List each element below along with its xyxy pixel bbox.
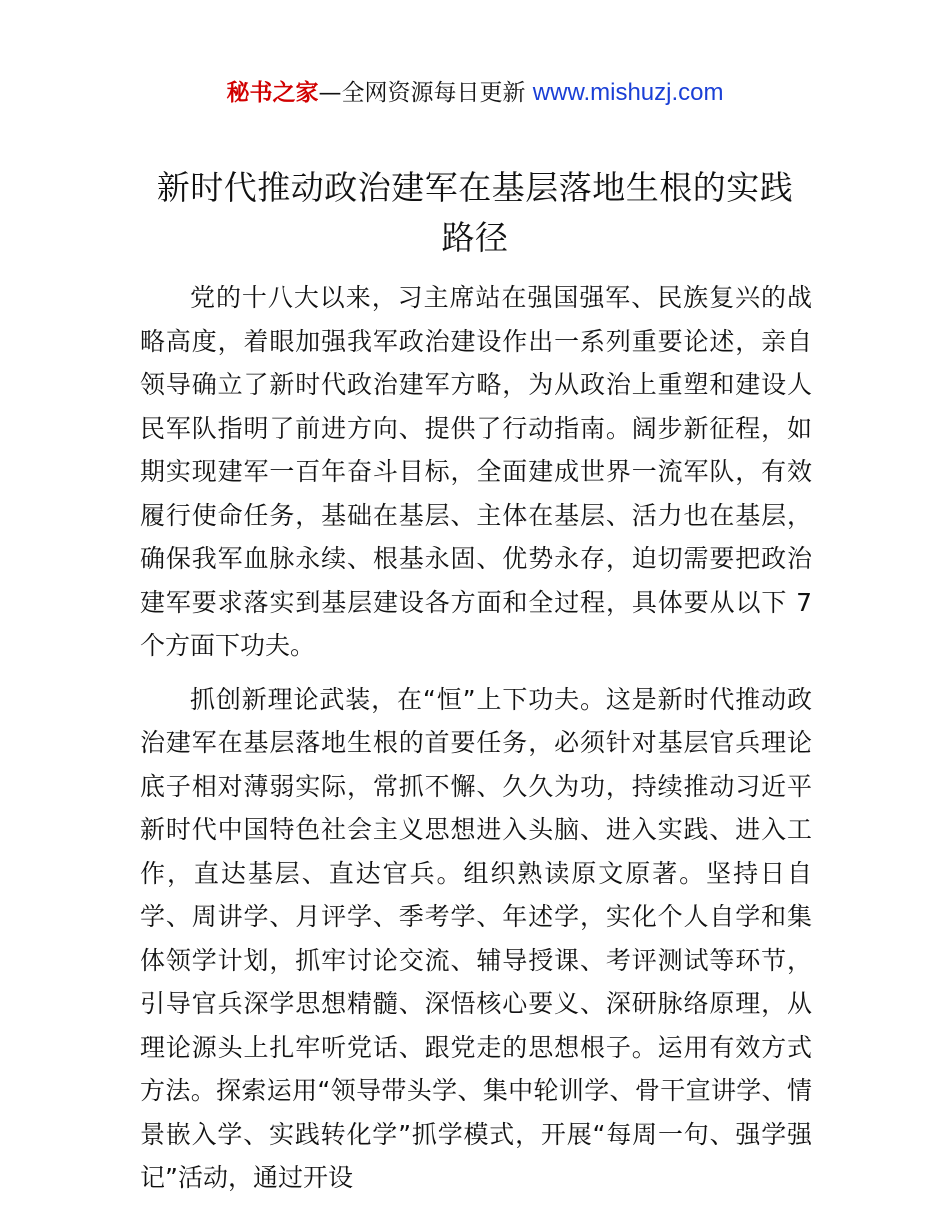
document-body <box>140 276 812 1210</box>
document-title <box>140 163 810 263</box>
paragraph-theory-armament: 抓创新理论武装，在“恒”上下功夫。这是新时代推动政治建军在基层落地生根的首要任务，必须针对基层官兵理论底子相对薄弱实际，常抓不懈、久久为功，持续推动习近平新时代中国特色社会主义思想进入头脑、进入实践、进入工作，直达基层、直达官兵。组织熟读原文原著。坚持日自学、周讲学、月评学、季考学、年述学，实化个人自学和集体领学计划，抓牢讨论交流、辅导授课、考评测试等环节，引导官兵深学思想精髓、深悟核心要义、深研脉络原理，从理论源头上扎牢听党话、跟党走的思想根子。运用有效方式方法。探索运用“领导带头学、集中轮训学、骨干宣讲学、情景嵌入学、实践转化学”抓学模式，开展“每周一句、强学强记”活动，通过开设 <box>140 684 812 1192</box>
paragraph-intro: 党的十八大以来，习主席站在强国强军、民族复兴的战略高度，着眼加强我军政治建设作出一系列重要论述，亲自领导确立了新时代政治建军方略，为从政治上重塑和建设人民军队指明了前进方向、提供了行动指南。阔步新征程，如期实现建军一百年奋斗目标，全面建成世界一流军队，有效履行使命任务，基础在基层、主体在基层、活力也在基层，确保我军血脉永续、根基永固、优势永存，迫切需要把政治建军要求落实到基层建设各方面和全过程，具体要从以下 7 个方面下功夫。 <box>140 283 812 660</box>
title-line-2: 路径 <box>441 218 509 257</box>
header-tagline: —全网资源每日更新 <box>318 80 526 106</box>
title-line-1: 新时代推动政治建军在基层落地生根的实践 <box>156 168 794 207</box>
site-header <box>0 76 950 110</box>
brand-name: 秘书之家 <box>226 80 319 106</box>
site-url-link[interactable]: www.mishuzj.com <box>532 79 724 106</box>
